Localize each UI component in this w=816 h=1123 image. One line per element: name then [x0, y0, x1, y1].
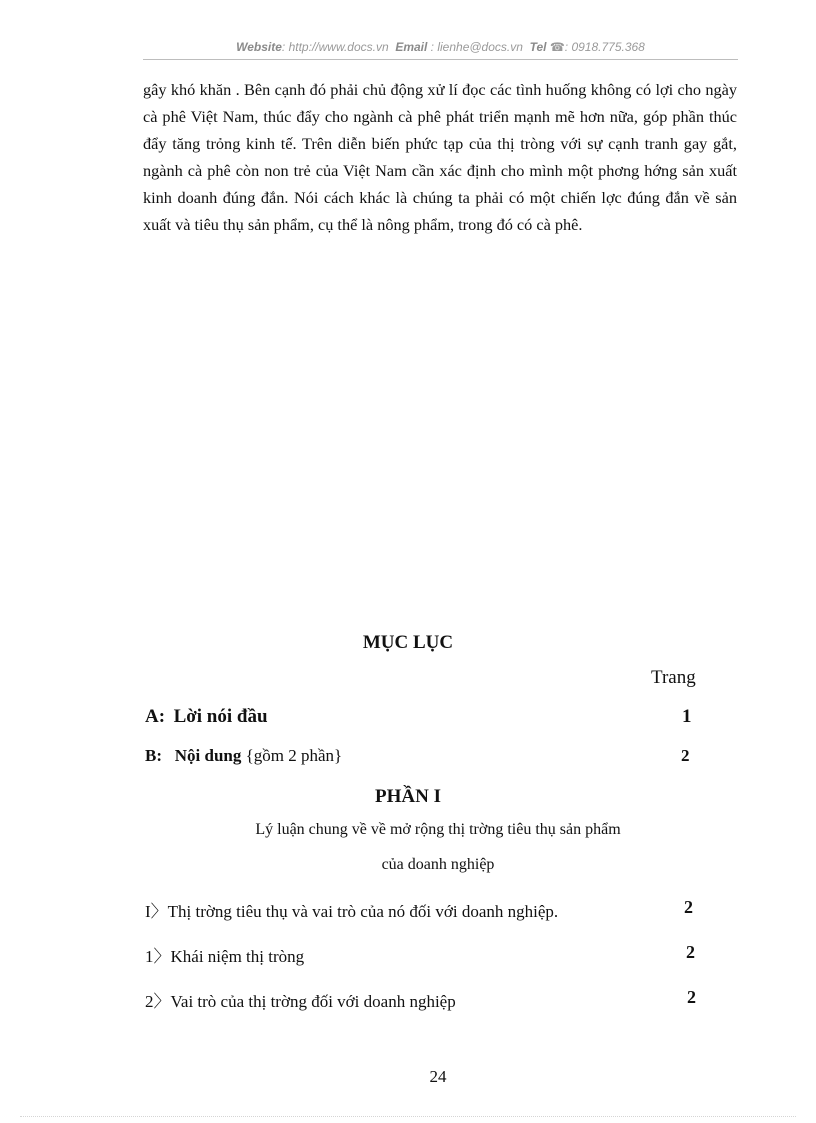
body-paragraph: gây khó khăn . Bên cạnh đó phải chủ động xử lí đọc các tình huống không có lợi cho ngày cà phê Việt Nam, thúc đẩy cho ngành cà phê phát triển mạnh mẽ hơn nữa, góp phần thúc đẩy tăng trỏng kinh tế. Trên diễn biến phức tạp của thị tròng với sự cạnh tranh gay gắt, ngành cà phê còn non trẻ của Việt Nam cần xác định cho mình một phơng hớng sản xuất kinh doanh đúng đắn. Nói cách khác là chúng ta phải có một chiến lợc đúng đắn về sản xuất và tiêu thụ sản phẩm, cụ thể là nông phẩm, trong đó có cà phê.: [143, 80, 737, 234]
toc-entry-a-page: 1: [682, 706, 692, 727]
toc-item: [145, 897, 705, 922]
toc-item-page: 2: [687, 987, 696, 1007]
email-label: Email: [395, 40, 428, 54]
toc-entry-a-prefix: A:: [145, 706, 166, 727]
toc-entry-b-prefix: B:: [145, 746, 162, 765]
website-value: : http://www.docs.vn: [281, 40, 389, 54]
toc-item: [145, 987, 705, 1012]
page-number: 24: [429, 1067, 447, 1086]
toc-entry-b-page: 2: [681, 746, 690, 765]
toc-entry-a-text: Lời nói đầu: [173, 706, 268, 727]
toc-item-text: I〉Thị trờng tiêu thụ và vai trò của nó đối với doanh nghiệp.: [145, 902, 559, 921]
part-title: PHẦN I: [375, 786, 441, 807]
phone-icon: ☎: [549, 40, 565, 54]
toc-item-page: 2: [686, 942, 695, 962]
toc-entry-b-text-bold: Nội dung: [174, 746, 242, 765]
toc-entry-b: [145, 746, 705, 766]
toc-entry-a: [145, 706, 705, 728]
tel-value: : 0918.775.368: [564, 40, 645, 54]
header-divider: [143, 59, 738, 60]
footer-divider: [20, 1116, 796, 1117]
part-subtitle-line2: của doanh nghiệp: [381, 856, 495, 873]
toc-title: MỤC LỤC: [362, 632, 454, 653]
toc-item-text: 2〉Vai trò của thị trờng đối với doanh nghiệp: [145, 992, 456, 1011]
toc-entry-b-text-rest: {gồm 2 phần}: [241, 746, 343, 765]
toc-page-column-label: Trang: [651, 667, 696, 688]
tel-label: Tel: [529, 40, 547, 54]
toc-item-text: 1〉Khái niệm thị tròng: [145, 947, 305, 966]
website-label: Website: [236, 40, 282, 54]
email-value: : lienhe@docs.vn: [430, 40, 523, 54]
page-header: [143, 40, 738, 54]
part-subtitle-line1: Lý luận chung về về mở rộng thị trờng tiêu thụ sản phẩm: [255, 821, 621, 838]
toc-item-page: 2: [684, 897, 693, 917]
toc-item: [145, 942, 705, 967]
